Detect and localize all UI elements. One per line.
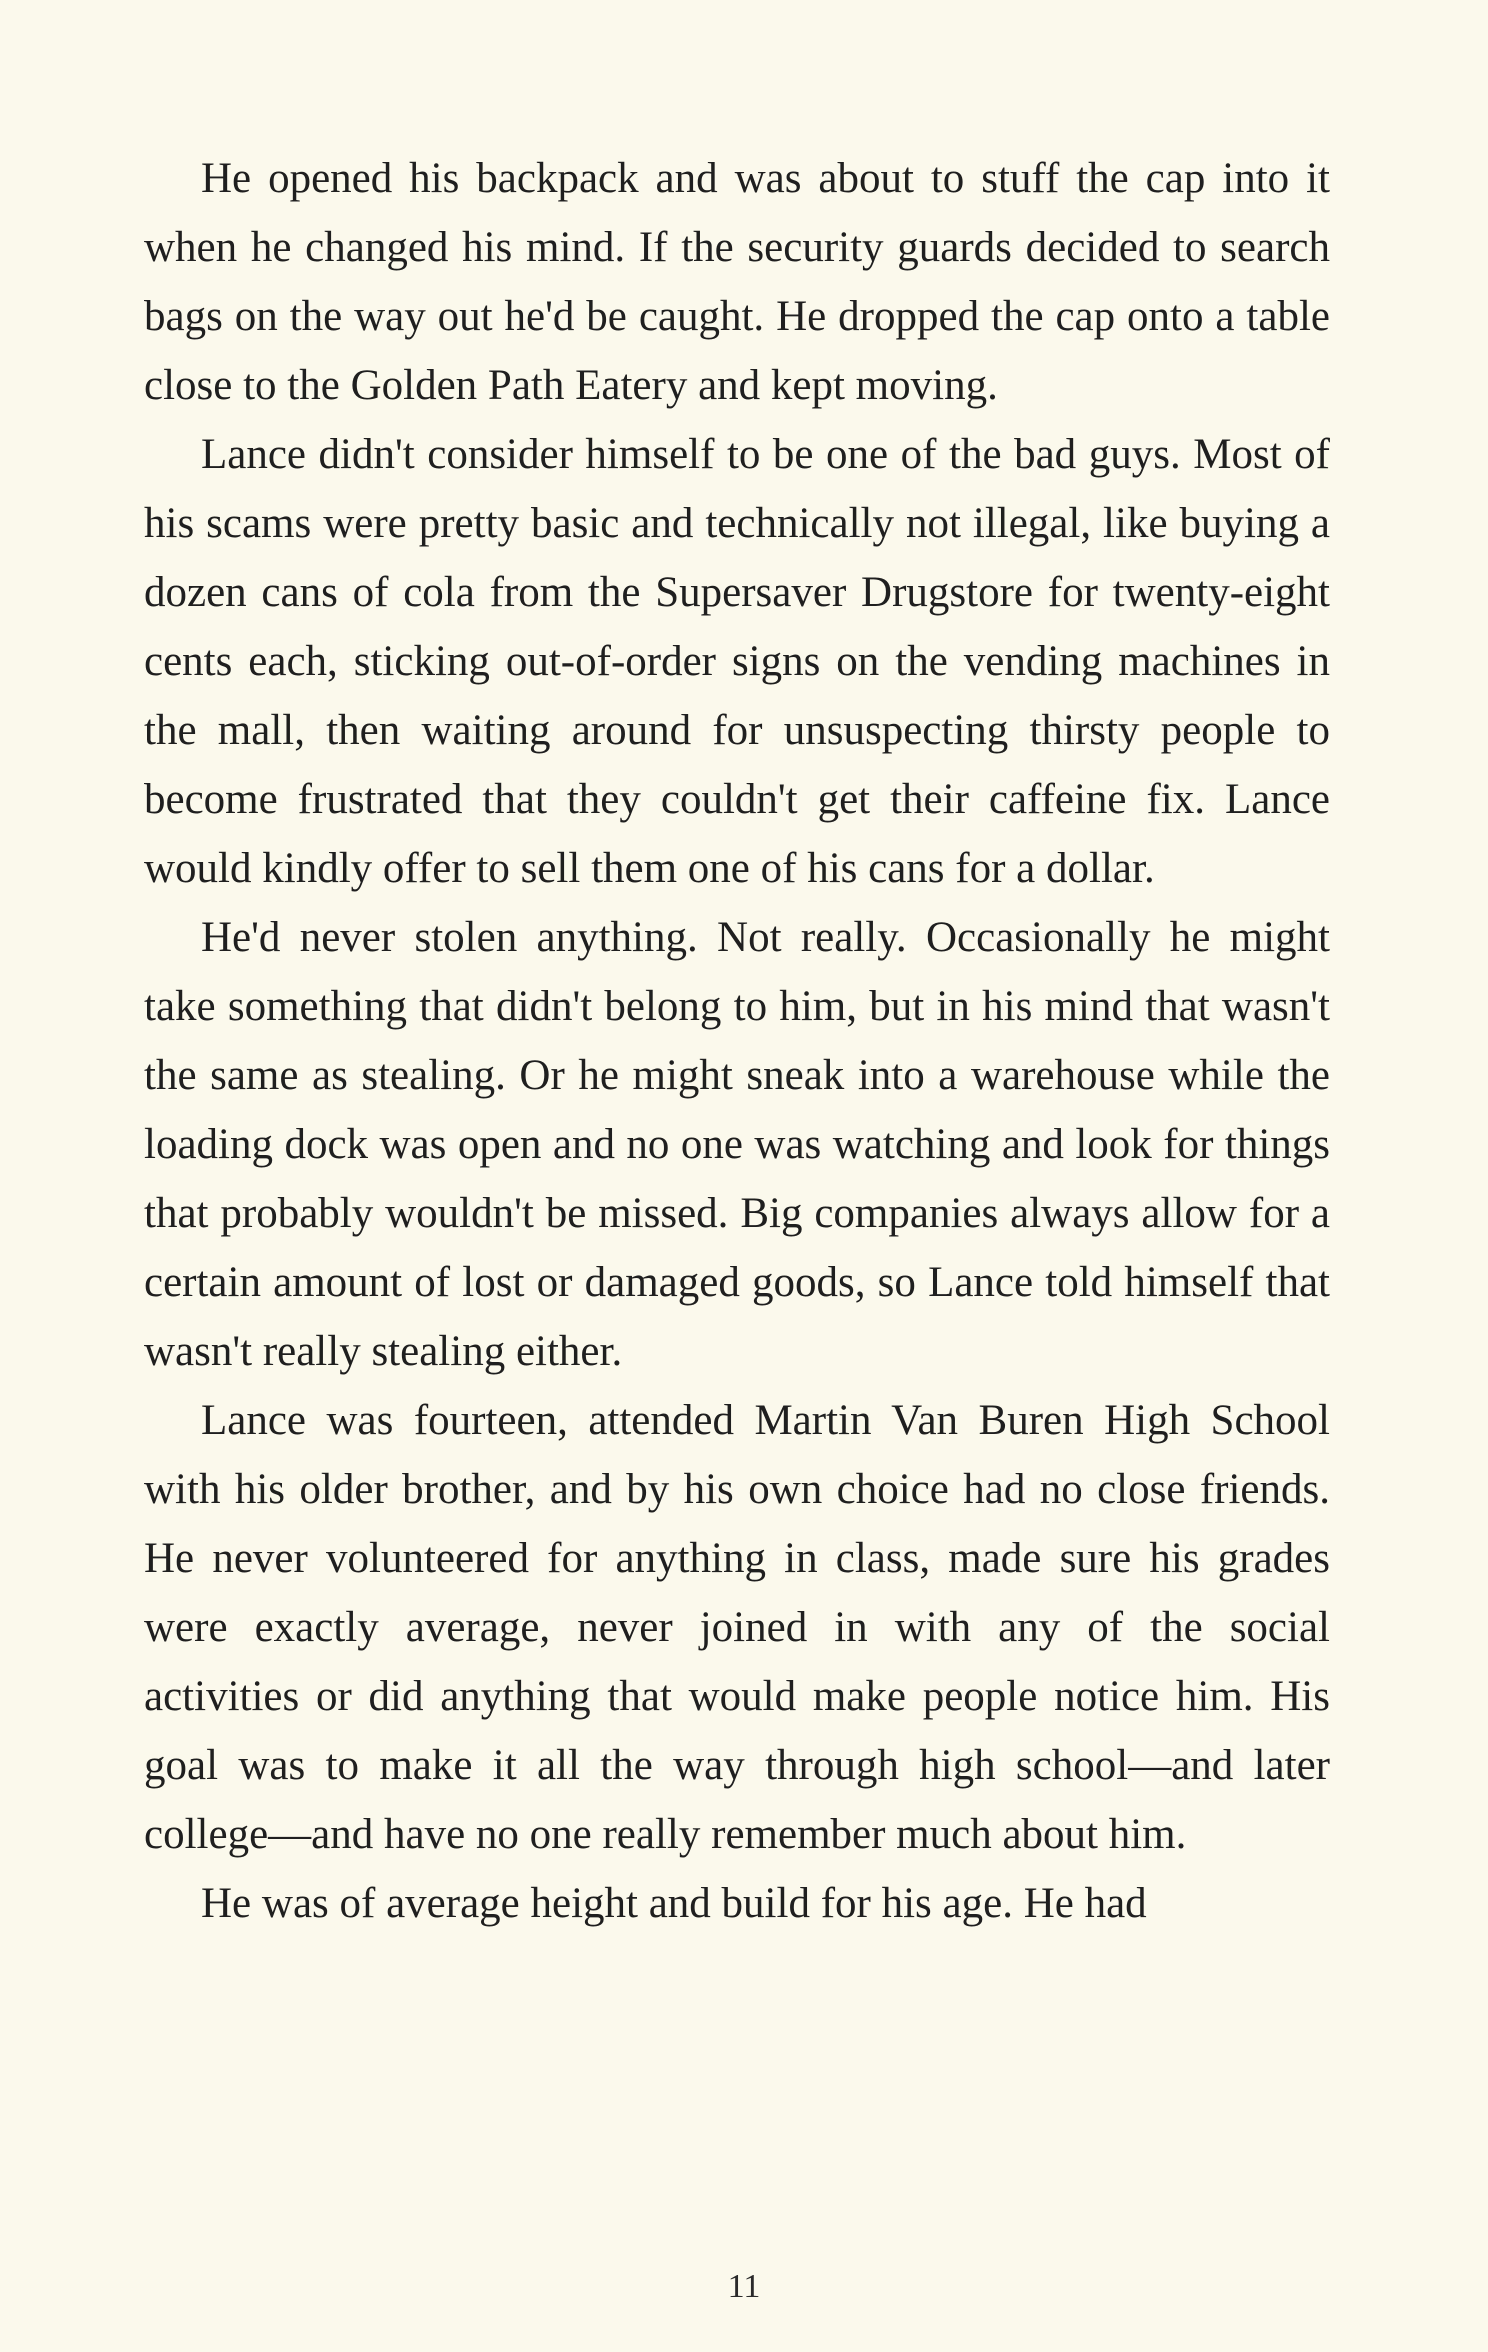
paragraph: He was of average height and build for his age. He had [201, 1880, 1147, 1927]
paragraph: He'd never stolen anything. Not really. Occasionally he might take something that didn't belong to him, but in his mind that wasn't the same as stealing. Or he might sneak into a warehouse while the loading dock was open and no one was watching and look for things that probably wouldn't be missed. Big companies always allow for a certain amount of lost or damaged goods, so Lance told himself that wasn't really stealing either. [144, 914, 1330, 1375]
paragraph: Lance didn't consider himself to be one of the bad guys. Most of his scams were pretty basic and technically not illegal, like buying a dozen cans of cola from the Supersaver Drugstore for twenty-eight cents each, sticking out-of-order signs on the vending machines in the mall, then waiting around for unsuspecting thirsty people to become frustrated that they couldn't get their caffeine fix. Lance would kindly offer to sell them one of his cans for a dollar. [144, 431, 1330, 892]
body-text [144, 144, 1330, 1938]
paragraph: He opened his backpack and was about to stuff the cap into it when he changed his mind. If the security guards decided to search bags on the way out he'd be caught. He dropped the cap onto a table close to the Golden Path Eatery and kept moving. [144, 155, 1330, 409]
paragraph: Lance was fourteen, attended Martin Van Buren High School with his older brother, and by his own choice had no close friends. He never volunteered for anything in class, made sure his grades were exactly average, never joined in with any of the social activities or did anything that would make people notice him. His goal was to make it all the way through high school—and later college—and have no one really remember much about him. [144, 1397, 1330, 1858]
page-number: 11 [727, 2268, 761, 2305]
